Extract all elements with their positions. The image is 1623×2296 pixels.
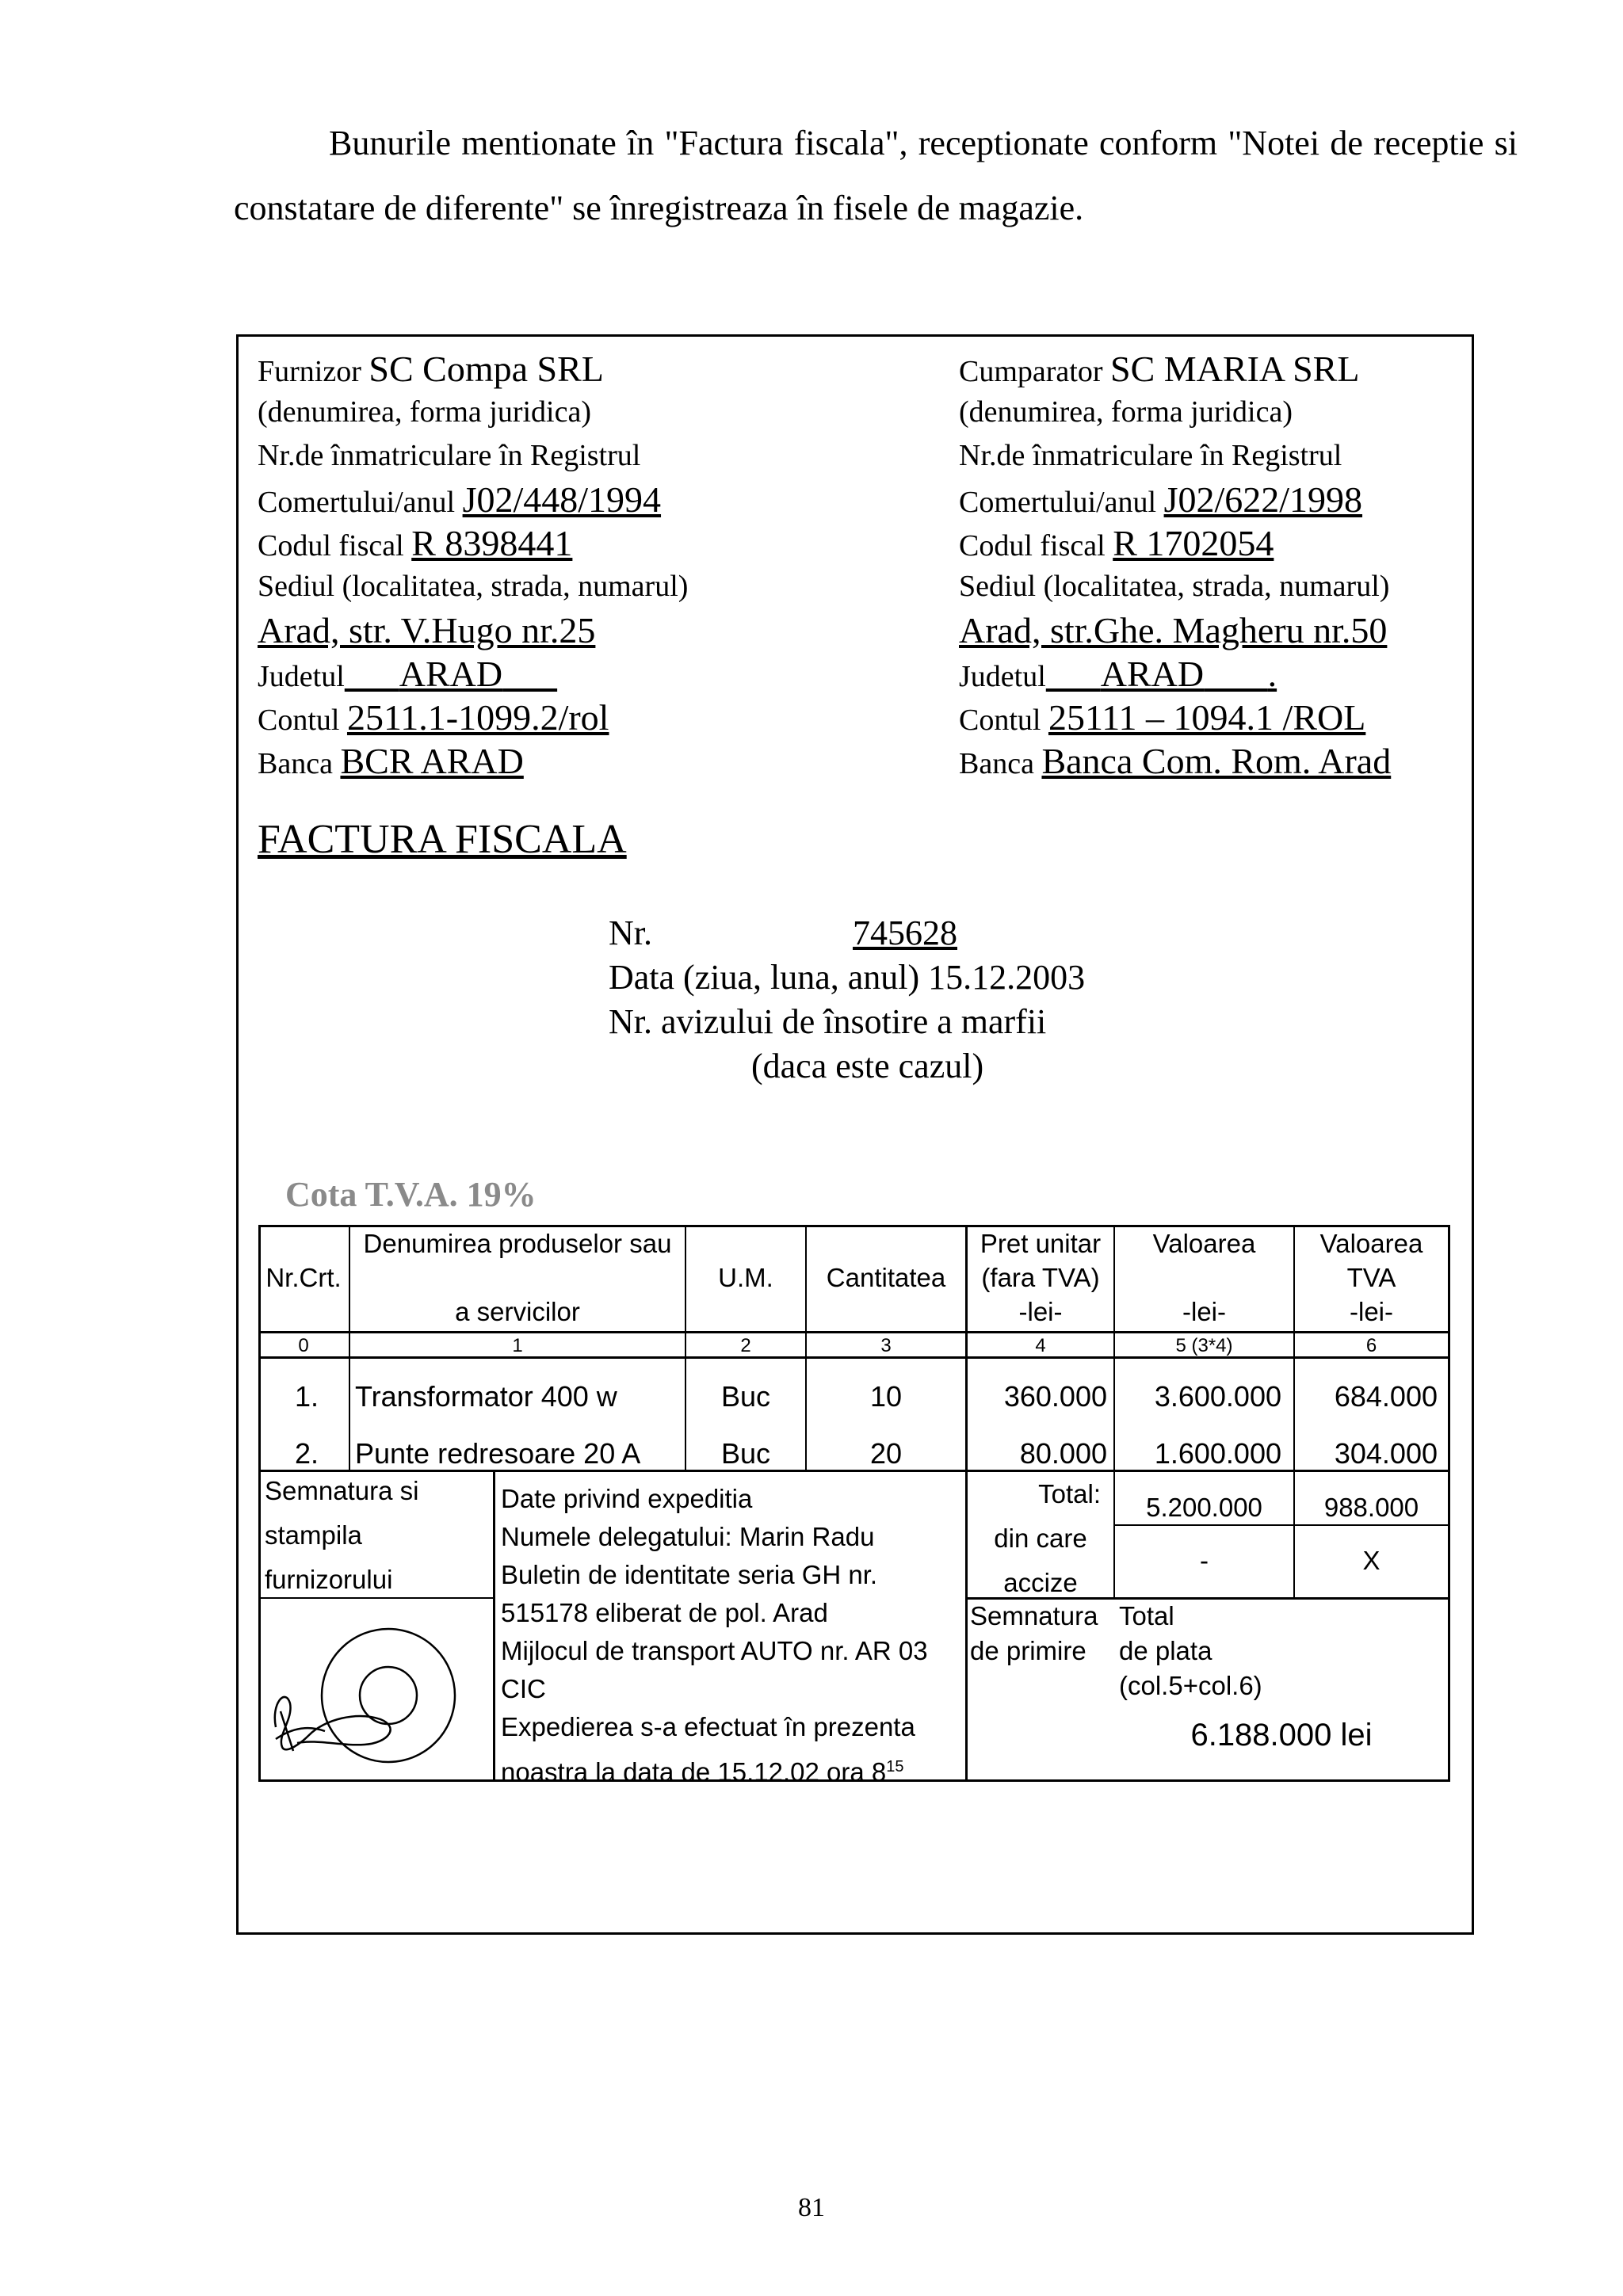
page-number: 81 bbox=[798, 2193, 825, 2222]
stamp-signature-image bbox=[262, 1608, 468, 1783]
total-value: 5.200.000 bbox=[1146, 1493, 1262, 1522]
intro-paragraph: Bunurile mentionate în "Factura fiscala", receptionate conform "Notei de receptie si constatare de diferente" se înregistreaza în fisele de magazie. bbox=[234, 124, 1518, 227]
accize-value: - bbox=[1200, 1546, 1209, 1575]
col-index: 2 bbox=[740, 1335, 751, 1356]
supplier-fiscal: R 8398441 bbox=[411, 523, 573, 563]
buyer-county: ARAD . bbox=[1100, 654, 1277, 694]
header-product: Denumirea produselor sau bbox=[363, 1229, 672, 1258]
col-index: 1 bbox=[512, 1335, 523, 1356]
accize-vat: X bbox=[1362, 1546, 1381, 1575]
total-vat: 988.000 bbox=[1323, 1493, 1419, 1522]
header-um: U.M. bbox=[718, 1263, 773, 1292]
col-index: 6 bbox=[1365, 1335, 1377, 1356]
supplier-county: ARAD bbox=[399, 654, 503, 694]
buyer-account: 25111 – 1094.1 /ROL bbox=[1048, 697, 1366, 738]
col-index: 5 (3*4) bbox=[1175, 1335, 1233, 1356]
header-vat: Valoarea bbox=[1319, 1229, 1423, 1258]
vat-rate: Cota T.V.A. 19% bbox=[285, 1175, 537, 1214]
invoice-date: Data (ziua, luna, anul) 15.12.2003 bbox=[609, 958, 1086, 997]
invoice-number: 745628 bbox=[853, 913, 957, 952]
col-index: 0 bbox=[298, 1335, 309, 1356]
total-label: Total: bbox=[1038, 1479, 1101, 1508]
supplier-name: SC Compa SRL bbox=[369, 349, 604, 389]
buyer-name: SC MARIA SRL bbox=[1110, 349, 1360, 389]
buyer-address: Arad, str.Ghe. Magheru nr.50 bbox=[959, 610, 1388, 650]
buyer-fiscal: R 1702054 bbox=[1113, 523, 1274, 563]
buyer-bank: Banca Com. Rom. Arad bbox=[1041, 741, 1392, 781]
buyer-reg: J02/622/1998 bbox=[1163, 479, 1363, 520]
invoice-meta: Nr. 745628 Data (ziua, luna, anul) 15.12.2003 Nr. avizului de însotire a marfii (daca este cazul) bbox=[609, 911, 1085, 1089]
invoice-title: FACTURA FISCALA bbox=[258, 817, 627, 862]
col-index: 3 bbox=[880, 1335, 892, 1356]
buyer-block: Cumparator SC MARIA SRL (denumirea, forma juridica) Nr.de înmatriculare în Registrul Comertului/anul J02/622/1998 Codul fiscal R 1702054 Sediul (localitatea, strada, numarul) Arad, str.Ghe. Magheru nr.50 Judetul ARAD . Contul 25111 – 1094.1 /ROL Banca Banca Com. Rom. Arad bbox=[959, 349, 1392, 781]
header-qty: Cantitatea bbox=[826, 1263, 946, 1292]
total-to-pay-value: 6.188.000 lei bbox=[1190, 1718, 1373, 1753]
supplier-address: Arad, str. V.Hugo nr.25 bbox=[258, 610, 596, 650]
supplier-account: 2511.1-1099.2/rol bbox=[346, 697, 609, 738]
header-price: Pret unitar bbox=[980, 1229, 1102, 1258]
col-index: 4 bbox=[1035, 1335, 1046, 1356]
supplier-block: Furnizor SC Compa SRL (denumirea, forma juridica) Nr.de înmatriculare în Registrul Comertului/anul J02/448/1994 Codul fiscal R 8398441 Sediul (localitatea, strada, numarul) Arad, str. V.Hugo nr.25 Judetul ARAD Contul 2511.1-1099.2/rol Banca BCR ARAD bbox=[258, 349, 689, 781]
supplier-reg: J02/448/1994 bbox=[462, 479, 662, 520]
header-nr: Nr.Crt. bbox=[265, 1263, 342, 1292]
supplier-bank: BCR ARAD bbox=[340, 741, 524, 781]
header-value: Valoarea bbox=[1152, 1229, 1256, 1258]
